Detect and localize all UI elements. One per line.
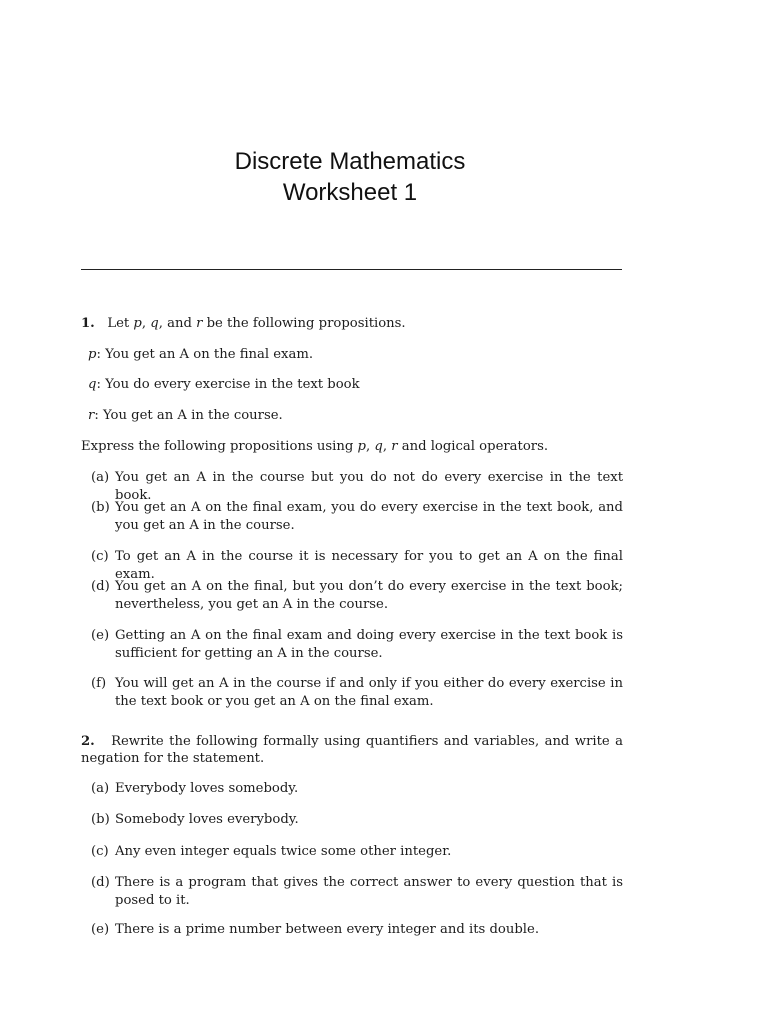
- question-1-intro: 1. Let p, q, and r be the following propositions.: [81, 316, 406, 331]
- item-text: To get an A in the course it is necessary for you to get an A on the final exam.: [115, 549, 623, 582]
- item-text: Everybody loves somebody.: [115, 781, 299, 796]
- list-item: [91, 578, 623, 613]
- proposition-p: p: You get an A on the final exam.: [88, 347, 314, 362]
- question-2-number: 2.: [81, 734, 95, 749]
- item-text: You get an A on the final, but you don’t do every exercise in the text book; nevertheless, you get an A in the course.: [115, 579, 623, 612]
- horizontal-rule: [81, 269, 622, 270]
- item-label: (e): [91, 922, 110, 937]
- item-label: (e): [91, 628, 110, 643]
- question-2-intro: 2. Rewrite the following formally using quantifiers and variables, and write a negation for the statement.: [81, 734, 624, 766]
- item-text: You get an A in the course but you do not do every exercise in the text book.: [115, 470, 623, 503]
- item-label: (c): [91, 549, 109, 564]
- item-text: You will get an A in the course if and only if you either do every exercise in the text book or you get an A on the final exam.: [115, 676, 623, 709]
- list-item: [91, 627, 623, 662]
- list-item: [91, 921, 623, 939]
- list-item: [91, 811, 623, 829]
- item-text: There is a prime number between every integer and its double.: [115, 922, 540, 937]
- proposition-q: q: You do every exercise in the text book: [88, 377, 360, 392]
- item-text: Any even integer equals twice some other integer.: [115, 844, 452, 859]
- item-text: Somebody loves everybody.: [115, 812, 299, 827]
- question-1-instruction: Express the following propositions using p, q, r and logical operators.: [81, 439, 549, 454]
- item-label: (b): [91, 500, 110, 515]
- item-label: (d): [91, 875, 110, 890]
- item-label: (a): [91, 470, 110, 485]
- question-1-number: 1.: [81, 316, 95, 331]
- item-label: (c): [91, 844, 109, 859]
- proposition-r: r: You get an A in the course.: [88, 408, 283, 423]
- list-item: [91, 780, 623, 798]
- item-text: There is a program that gives the correct answer to every question that is posed to it.: [115, 875, 623, 908]
- item-text: Getting an A on the final exam and doing every exercise in the text book is sufficient for getting an A in the course.: [115, 628, 623, 661]
- page-title: Discrete Mathematics: [234, 148, 466, 175]
- item-label: (f): [91, 676, 107, 691]
- item-label: (b): [91, 812, 110, 827]
- list-item: [91, 675, 623, 710]
- item-label: (a): [91, 781, 110, 796]
- page-subtitle: Worksheet 1: [282, 179, 418, 206]
- list-item: [91, 843, 623, 861]
- list-item: [91, 874, 623, 909]
- item-text: You get an A on the final exam, you do every exercise in the text book, and you get an A in the course.: [115, 500, 623, 533]
- item-label: (d): [91, 579, 110, 594]
- list-item: [91, 499, 623, 534]
